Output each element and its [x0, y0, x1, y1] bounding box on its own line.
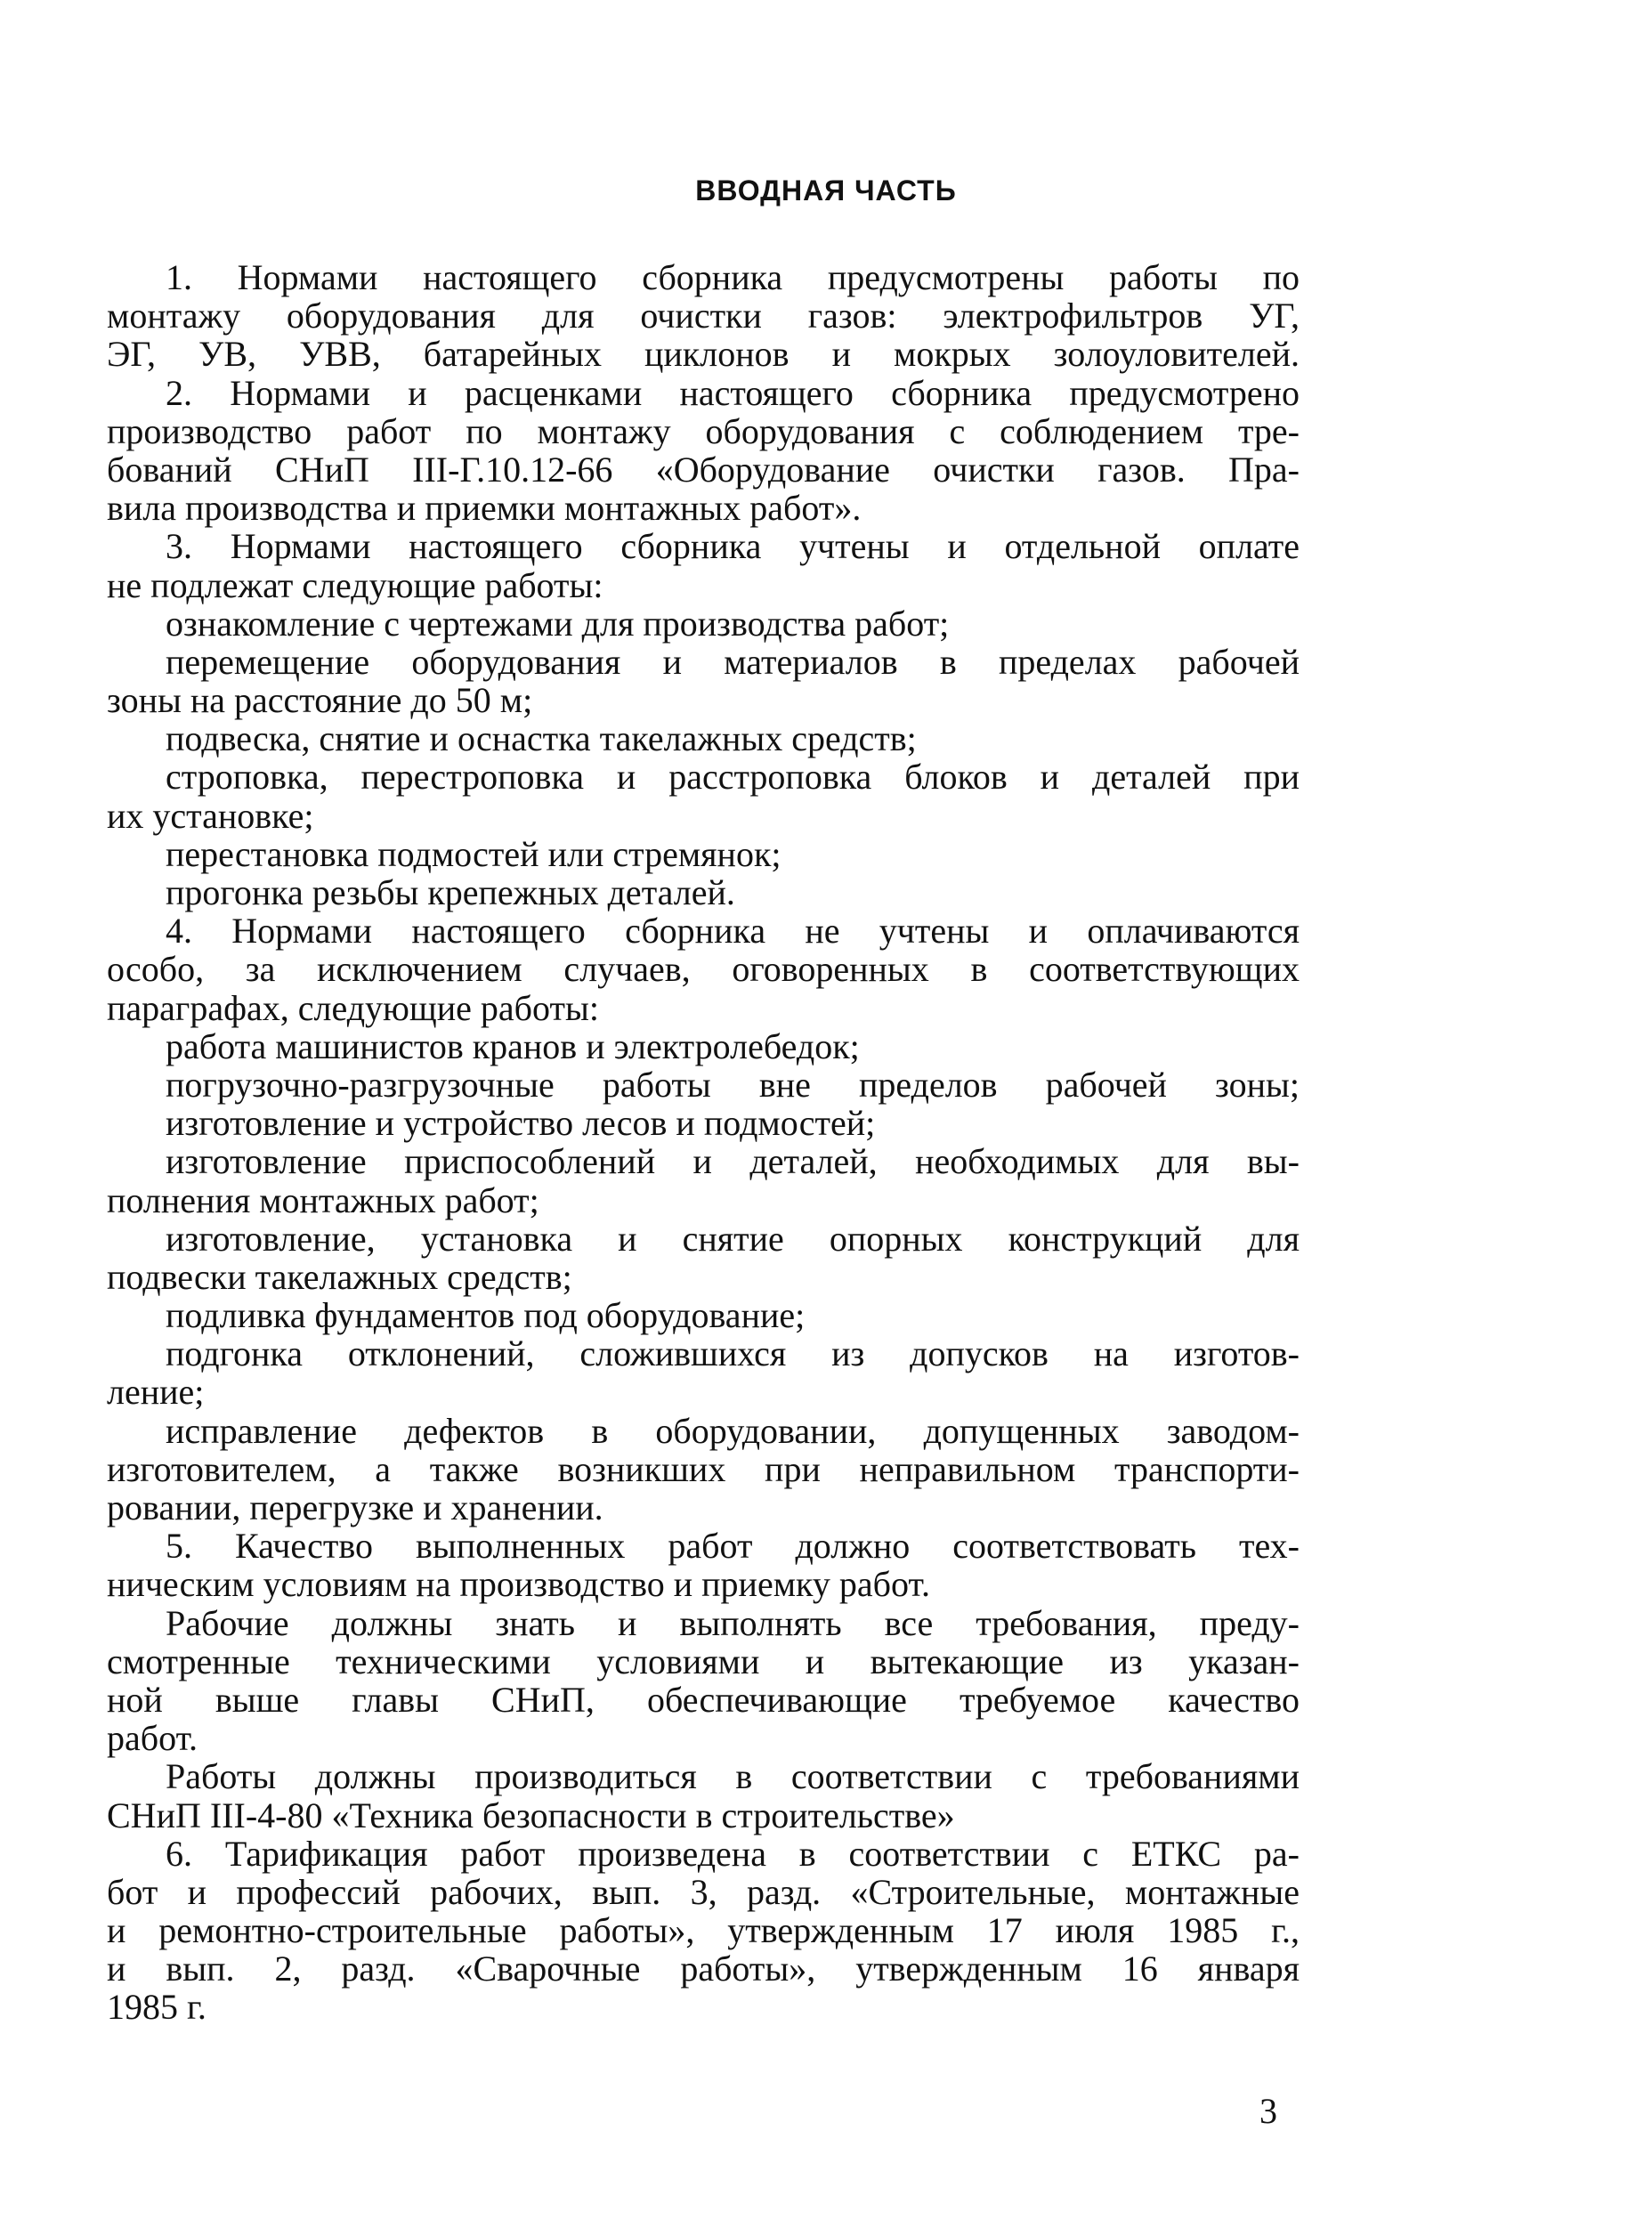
text-line: ознакомление с чертежами для производства работ; — [166, 603, 950, 644]
text-line: прогонка резьбы крепежных деталей. — [166, 872, 735, 912]
text-line: бот и профессий рабочих, вып. 3, разд. «Строительные, монтажные — [107, 1871, 1300, 1912]
text-line: изготовление, установка и снятие опорных конструкций для — [166, 1218, 1300, 1259]
body-text — [107, 258, 1300, 2027]
text-line: работа машинистов кранов и электролебедок; — [166, 1025, 860, 1066]
text-line: полнения монтажных работ; — [107, 1179, 539, 1220]
text-line: производство работ по монтажу оборудования с соблюдением тре- — [107, 410, 1300, 451]
text-line: вила производства и приемки монтажных работ». — [107, 488, 862, 529]
text-line: бований СНиП III-Г.10.12-66 «Оборудование очистки газов. Пра- — [107, 449, 1300, 490]
text-line: 3. Нормами настоящего сборника учтены и отдельной оплате — [166, 526, 1300, 567]
text-line: подвески такелажных средств; — [107, 1256, 572, 1297]
text-line: особо, за исключением случаев, оговоренных в соответствующих — [107, 949, 1300, 990]
text-line: строповка, перестроповка и расстроповка блоков и деталей при — [166, 757, 1300, 798]
text-line: подвеска, снятие и оснастка такелажных средств; — [166, 718, 917, 759]
text-line: ЭГ, УВ, УВВ, батарейных циклонов и мокрых золоуловителей. — [107, 334, 1300, 375]
text-line: исправление дефектов в оборудовании, допущенных заводом- — [166, 1410, 1300, 1451]
text-line: подливка фундаментов под оборудование; — [166, 1295, 806, 1336]
text-line: 6. Тарификация работ произведена в соответствии с ЕТКС ра- — [166, 1833, 1300, 1874]
text-line: изготовление приспособлений и деталей, необходимых для вы- — [166, 1141, 1300, 1182]
text-line: Рабочие должны знать и выполнять все требования, преду- — [166, 1602, 1300, 1643]
text-line: перестановка подмостей или стремянок; — [166, 833, 781, 874]
text-line: погрузочно-разгрузочные работы вне пределов рабочей зоны; — [166, 1064, 1300, 1105]
text-line: и вып. 2, разд. «Сварочные работы», утвержденным 16 января — [107, 1948, 1300, 1989]
text-line: ление; — [107, 1372, 205, 1413]
text-line: ной выше главы СНиП, обеспечивающие требуемое качество — [107, 1679, 1300, 1720]
text-line: Работы должны производиться в соответствии с требованиями — [166, 1756, 1300, 1797]
text-line: 1. Нормами настоящего сборника предусмотрены работы по — [166, 257, 1300, 297]
text-line: 5. Качество выполненных работ должно соответствовать тех- — [166, 1526, 1300, 1567]
text-line: ровании, перегрузке и хранении. — [107, 1487, 603, 1527]
text-line: и ремонтно-строительные работы», утвержденным 17 июля 1985 г., — [107, 1910, 1300, 1951]
text-line: зоны на расстояние до 50 м; — [107, 680, 533, 721]
text-line: изготовление и устройство лесов и подмостей; — [166, 1103, 876, 1144]
text-line: смотренные техническими условиями и вытекающие из указан- — [107, 1641, 1300, 1681]
text-line: 1985 г. — [107, 1987, 206, 2028]
text-line: их установке; — [107, 795, 314, 836]
text-line: СНиП III-4-80 «Техника безопасности в строительстве» — [107, 1795, 955, 1835]
text-line: работ. — [107, 1718, 198, 1759]
text-line: изготовителем, а также возникших при неправильном транспорти- — [107, 1448, 1300, 1489]
text-line: не подлежат следующие работы: — [107, 564, 603, 605]
text-line: параграфах, следующие работы: — [107, 987, 599, 1028]
text-line: перемещение оборудования и материалов в пределах рабочей — [166, 641, 1300, 682]
section-title: ВВОДНАЯ ЧАСТЬ — [695, 174, 957, 207]
text-line: монтажу оборудования для очистки газов: электрофильтров УГ, — [107, 296, 1300, 336]
text-line: 4. Нормами настоящего сборника не учтены и оплачиваются — [166, 911, 1300, 952]
page-number: 3 — [1259, 2091, 1277, 2131]
text-line: 2. Нормами и расценками настоящего сборника предусмотрено — [166, 372, 1300, 413]
text-line: ническим условиям на производство и приемку работ. — [107, 1564, 930, 1605]
text-line: подгонка отклонений, сложившихся из допусков на изготов- — [166, 1333, 1300, 1374]
